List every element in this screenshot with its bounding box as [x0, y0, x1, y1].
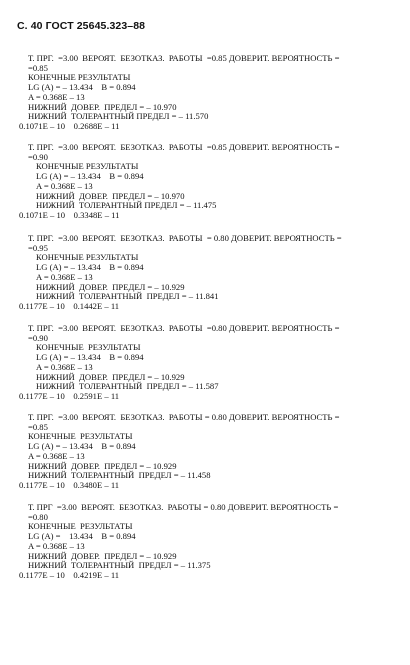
result-block-4 [19, 323, 400, 402]
a-line: A = 0.368E – 13 [28, 91, 85, 102]
results-title: КОНЕЧНЫЕ РЕЗУЛЬТАТЫ [36, 342, 141, 353]
a-line: A = 0.368E – 13 [36, 361, 93, 372]
block-heading: Т. ПРГ. =3.00 ВЕРОЯТ. БЕЗОТКАЗ. РАБОТЫ =0.85 ДОВЕРИТ. ВЕРОЯТНОСТЬ = [28, 142, 340, 152]
results-title: КОНЕЧНЫЕ РЕЗУЛЬТАТЫ [28, 521, 133, 532]
confidence-value: =0.90 [28, 151, 48, 162]
result-block-6 [19, 502, 400, 581]
lg-b-line: LG (A) = – 13.434 B = 0.894 [36, 262, 144, 273]
lower-limit-line: НИЖНИЙ ДОВЕР. ПРЕДЕЛ = – 10.970 [36, 190, 185, 201]
lg-b-line: LG (A) = – 13.434 B = 0.894 [36, 352, 144, 363]
a-line: A = 0.368E – 13 [28, 540, 85, 551]
values-line: 0.1177E – 10 0.4219E – 11 [19, 569, 120, 580]
lg-b-line: LG (A) = 13.434 B = 0.894 [28, 531, 136, 542]
a-line: A = 0.368E – 13 [28, 450, 85, 461]
block-heading: Т. ПРГ. =3.00 ВЕРОЯТ. БЕЗОТКАЗ. РАБОТЫ = 0.80 ДОВЕРИТ. ВЕРОЯТНОСТЬ = [28, 412, 340, 422]
tolerance-limit-line: НИЖНИЙ ТОЛЕРАНТНЫЙ ПРЕДЕЛ = – 11.587 [36, 381, 219, 392]
values-line: 0.1177E – 10 0.1442E – 11 [19, 300, 120, 311]
results-title: КОНЕЧНЫЕ РЕЗУЛЬТАТЫ [28, 431, 133, 442]
lower-limit-line: НИЖНИЙ ДОВЕР. ПРЕДЕЛ = – 10.929 [28, 550, 177, 561]
tolerance-limit-line: НИЖНИЙ ТОЛЕРАНТНЫЙ ПРЕДЕЛ = – 11.475 [36, 200, 217, 211]
lower-limit-line: НИЖНИЙ ДОВЕР. ПРЕДЕЛ = – 10.929 [28, 460, 177, 471]
confidence-value: =0.85 [28, 421, 48, 432]
confidence-value: =0.80 [28, 511, 48, 522]
results-title: КОНЕЧНЫЕ РЕЗУЛЬТАТЫ [28, 72, 131, 83]
result-block-2 [19, 142, 400, 221]
a-line: A = 0.368E – 13 [36, 180, 93, 191]
tolerance-limit-line: НИЖНИЙ ТОЛЕРАНТНЫЙ ПРЕДЕЛ = – 11.570 [28, 111, 209, 122]
a-line: A = 0.368E – 13 [36, 271, 93, 282]
result-block-3 [19, 233, 400, 312]
confidence-value: =0.90 [28, 332, 48, 343]
page-header: С. 40 ГОСТ 25645.323–88 [17, 20, 146, 32]
confidence-value: =0.85 [28, 62, 48, 73]
values-line: 0.1177E – 10 0.3480E – 11 [19, 479, 120, 490]
result-block-5 [19, 412, 400, 491]
values-line: 0.1177E – 10 0.2591E – 11 [19, 390, 120, 401]
block-heading: Т. ПРГ. =3.00 ВЕРОЯТ. БЕЗОТКАЗ. РАБОТЫ =0.85 ДОВЕРИТ. ВЕРОЯТНОСТЬ = [28, 53, 340, 63]
tolerance-limit-line: НИЖНИЙ ТОЛЕРАНТНЫЙ ПРЕДЕЛ = – 11.841 [36, 291, 219, 302]
block-heading: Т. ПРГ. =3.00 ВЕРОЯТ. БЕЗОТКАЗ. РАБОТЫ =0.80 ДОВЕРИТ. ВЕРОЯТНОСТЬ = [28, 323, 340, 333]
results-title: КОНЕЧНЫЕ РЕЗУЛЬТАТЫ [36, 252, 139, 263]
values-line: 0.1071E – 10 0.3348E – 11 [19, 209, 120, 220]
block-heading: Т. ПРГ. =3.00 ВЕРОЯТ. БЕЗОТКАЗ. РАБОТЫ = 0.80 ДОВЕРИТ. ВЕРОЯТНОСТЬ = [28, 233, 342, 243]
lg-b-line: LG (A) = – 13.434 B = 0.894 [28, 441, 136, 452]
lower-limit-line: НИЖНИЙ ДОВЕР. ПРЕДЕЛ = – 10.929 [36, 281, 185, 292]
result-block-1 [19, 53, 400, 132]
confidence-value: =0.95 [28, 242, 48, 253]
values-line: 0.1071E – 10 0.2688E – 11 [19, 120, 120, 131]
lower-limit-line: НИЖНИЙ ДОВЕР. ПРЕДЕЛ = – 10.970 [28, 101, 177, 112]
results-title: КОНЕЧНЫЕ РЕЗУЛЬТАТЫ [36, 161, 139, 172]
tolerance-limit-line: НИЖНИЙ ТОЛЕРАНТНЫЙ ПРЕДЕЛ = – 11.458 [28, 470, 211, 481]
block-heading: Т. ПРГ =3.00 ВЕРОЯТ. БЕЗОТКАЗ. РАБОТЫ = 0.80 ДОВЕРИТ. ВЕРОЯТНОСТЬ = [28, 502, 339, 512]
lg-b-line: LG (A) = – 13.434 B = 0.894 [36, 171, 144, 182]
tolerance-limit-line: НИЖНИЙ ТОЛЕРАНТНЫЙ ПРЕДЕЛ = – 11.375 [28, 560, 211, 571]
lg-b-line: LG (A) = – 13.434 B = 0.894 [28, 82, 136, 93]
lower-limit-line: НИЖНИЙ ДОВЕР. ПРЕДЕЛ = – 10.929 [36, 371, 185, 382]
